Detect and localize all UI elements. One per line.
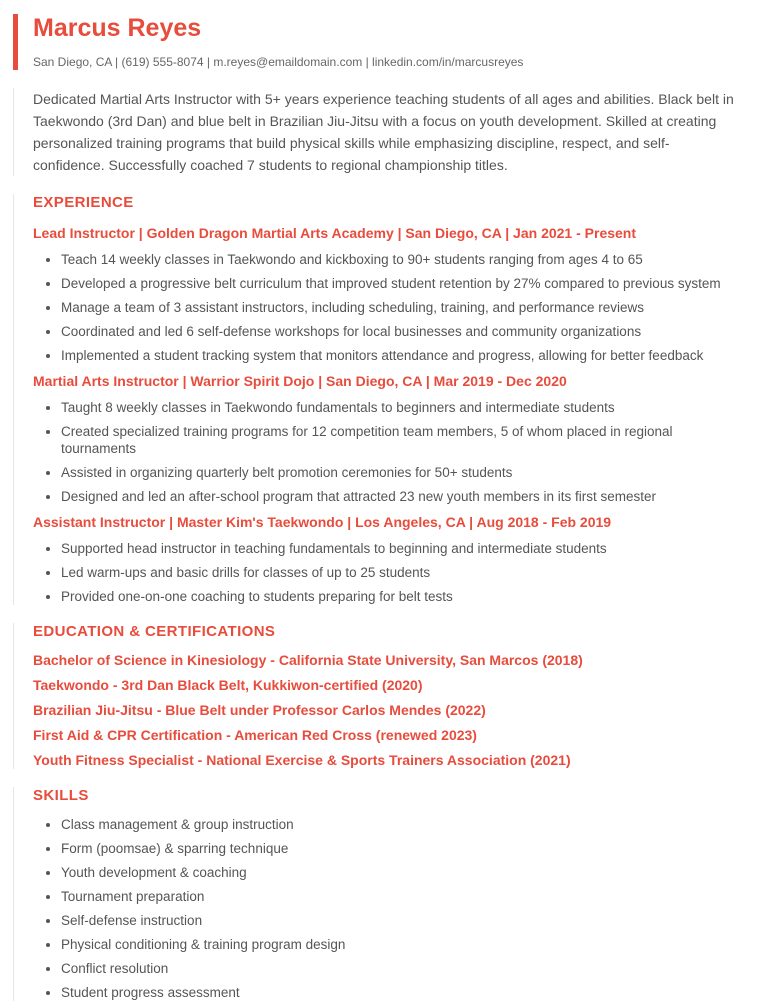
job-title: Martial Arts Instructor | Warrior Spirit Dojo | San Diego, CA | Mar 2019 - Dec 2020 <box>33 373 567 389</box>
skill-item: • Tournament preparation <box>61 888 740 905</box>
job-bullet: • Provided one-on-one coaching to students preparing for belt tests <box>61 588 740 605</box>
job-bullet-list <box>33 540 740 605</box>
skill-item: • Physical conditioning & training program design <box>61 936 740 953</box>
job-bullet: • Teach 14 weekly classes in Taekwondo and kickboxing to 90+ students ranging from ages 4 to 65 <box>61 251 740 268</box>
job-bullet: • Coordinated and led 6 self-defense workshops for local businesses and community organizations <box>61 323 740 340</box>
job-bullet: • Implemented a student tracking system that monitors attendance and progress, allowing for better feedback <box>61 347 740 364</box>
skill-item: • Student progress assessment <box>61 984 740 1001</box>
education-item: Brazilian Jiu-Jitsu - Blue Belt under Professor Carlos Mendes (2022) <box>33 702 486 718</box>
skills-heading: SKILLS <box>33 787 89 804</box>
job-bullet: • Led warm-ups and basic drills for classes of up to 25 students <box>61 564 740 581</box>
resume-header <box>13 14 740 70</box>
skill-item: • Conflict resolution <box>61 960 740 977</box>
experience-heading: EXPERIENCE <box>33 194 134 211</box>
job-bullet: • Developed a progressive belt curriculum that improved student retention by 27% compared to previous system <box>61 275 740 292</box>
job-bullet-list <box>33 399 740 505</box>
job-bullet: • Assisted in organizing quarterly belt promotion ceremonies for 50+ students <box>61 464 740 481</box>
job-bullet: • Manage a team of 3 assistant instructors, including scheduling, training, and performance reviews <box>61 299 740 316</box>
job-title: Lead Instructor | Golden Dragon Martial Arts Academy | San Diego, CA | Jan 2021 - Present <box>33 225 637 241</box>
job-bullet: • Taught 8 weekly classes in Taekwondo fundamentals to beginners and intermediate students <box>61 399 740 416</box>
skill-item: • Self-defense instruction <box>61 912 740 929</box>
education-heading: EDUCATION & CERTIFICATIONS <box>33 623 276 640</box>
job-title: Assistant Instructor | Master Kim's Taekwondo | Los Angeles, CA | Aug 2018 - Feb 2019 <box>33 514 612 530</box>
experience-section <box>13 194 740 605</box>
job-bullet: • Designed and led an after-school program that attracted 23 new youth members in its first semester <box>61 488 740 505</box>
education-item: Youth Fitness Specialist - National Exercise & Sports Trainers Association (2021) <box>33 752 571 768</box>
summary-section <box>13 88 740 176</box>
education-section <box>13 623 740 769</box>
skills-section <box>13 787 740 1001</box>
skills-list <box>33 816 740 1001</box>
education-item: Taekwondo - 3rd Dan Black Belt, Kukkiwon-certified (2020) <box>33 677 423 693</box>
job-bullet-list <box>33 251 740 364</box>
summary-text: Dedicated Martial Arts Instructor with 5+ years experience teaching students of all ages and abilities. Black belt in Taekwondo (3rd Dan) and blue belt in Brazilian Jiu-Jitsu with a focus on youth development. Skilled at creating personalized training programs that build physical skills while emphasizing discipline, respect, and self-confidence. Successfully coached 7 students to regional championship titles. <box>33 91 734 173</box>
skill-item: • Form (poomsae) & sparring technique <box>61 840 740 857</box>
job-bullet: • Supported head instructor in teaching fundamentals to beginning and intermediate students <box>61 540 740 557</box>
contact-line: San Diego, CA | (619) 555-8074 | m.reyes@emaildomain.com | linkedin.com/in/marcusreyes <box>33 55 524 69</box>
education-item: First Aid & CPR Certification - American Red Cross (renewed 2023) <box>33 727 477 743</box>
candidate-name: Marcus Reyes <box>33 14 202 42</box>
skill-item: • Class management & group instruction <box>61 816 740 833</box>
education-item: Bachelor of Science in Kinesiology - California State University, San Marcos (2018) <box>33 652 583 668</box>
job-bullet: • Created specialized training programs for 12 competition team members, 5 of whom placed in regional tournaments <box>61 423 740 457</box>
skill-item: • Youth development & coaching <box>61 864 740 881</box>
